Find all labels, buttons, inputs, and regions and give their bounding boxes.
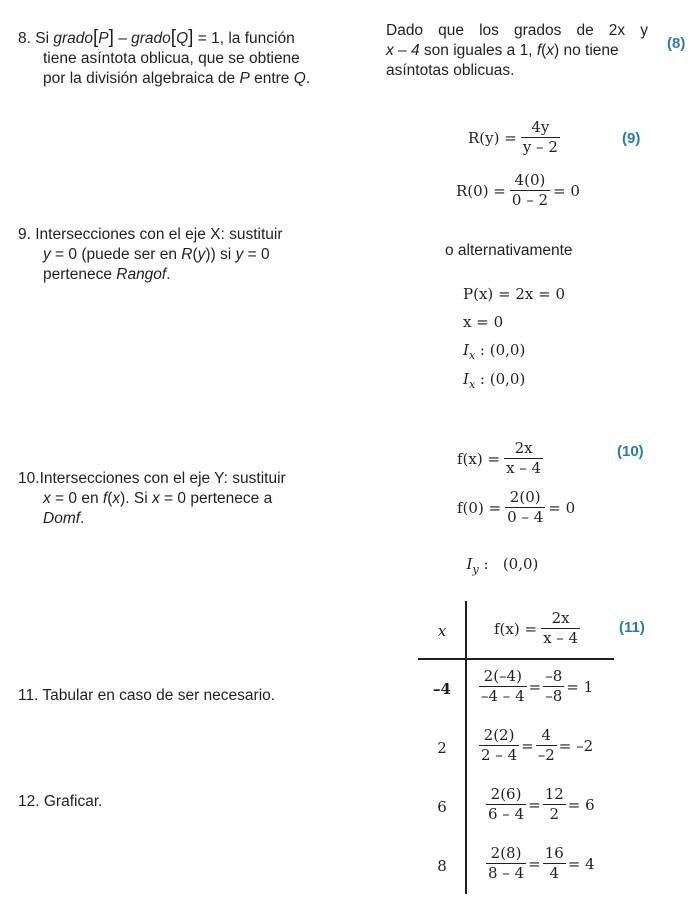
equation-number-10: (10) <box>617 443 644 460</box>
table-header-x: x <box>437 622 447 640</box>
alternatively-label: o alternativamente <box>445 242 573 259</box>
table-row-value: $\frac{2(6)}{6 - 4}$ = $\frac{12}{2}$ = 6 <box>488 785 595 823</box>
fraction: $\frac{2(0)}{0 - 4}$ <box>507 488 544 526</box>
table-row-x: –4 <box>433 680 451 698</box>
table-row-x: 6 <box>437 798 447 816</box>
step-number: 9. <box>18 226 31 243</box>
fraction: $\frac{2(2)}{2 - 4}$ <box>481 726 518 764</box>
fraction: $\frac{-8}{-8}$ <box>545 667 563 705</box>
fraction: $\frac{4(0)}{0 - 2}$ <box>511 171 549 209</box>
table-row-x: 8 <box>437 857 447 875</box>
intersection-y: $I_y$ : (0,0) <box>466 555 539 576</box>
table-vertical-rule <box>465 601 467 894</box>
equation-number-9: (9) <box>622 130 641 147</box>
step-9: 9. Intersecciones con el eje X: sustituir y = 0 (puede ser en R(y)) si y = 0 pertenece Rangof. <box>18 226 283 283</box>
step-12: 12. Graficar. <box>18 793 103 810</box>
fraction: $\frac{2(-4)}{-4 - 4}$ <box>481 667 525 705</box>
table-row-x: 2 <box>437 739 447 757</box>
fraction: $\frac{4}{-2}$ <box>537 726 555 764</box>
equation-f-of-x: f(x) = $\frac{2x}{x - 4}$ <box>457 439 542 477</box>
fraction: $\frac{4y}{y - 2}$ <box>522 118 558 156</box>
equation-number-8: (8) <box>667 35 686 52</box>
intersection-x-2: $I_x$ : (0,0) <box>463 370 526 391</box>
equation-r-of-y: R(y) = $\frac{4y}{y - 2}$ <box>468 118 558 156</box>
fraction: $\frac{2x}{x - 4}$ <box>543 609 579 647</box>
equation-number-11: (11) <box>619 619 645 636</box>
equation-p-of-x: P(x) = 2x = 0 <box>463 285 566 303</box>
step-8: 8. Si grado[P] – grado[Q] = 1, la función tiene asíntota oblicua, que se obtiene por la división algebraica de P entre Q. <box>18 27 311 87</box>
equation-f-of-0: f(0) = $\frac{2(0)}{0 - 4}$ = 0 <box>457 488 576 526</box>
fraction: $\frac{16}{4}$ <box>544 844 564 882</box>
table-header-f: f(x) = $\frac{2x}{x - 4}$ <box>494 609 579 647</box>
step-number: 8. <box>18 30 31 47</box>
step-11: 11. Tabular en caso de ser necesario. <box>18 687 276 704</box>
table-row-value: $\frac{2(8)}{8 - 4}$ = $\frac{16}{4}$ = 4 <box>488 844 595 882</box>
table-row-value: $\frac{2(2)}{2 - 4}$ = $\frac{4}{-2}$ = –2 <box>481 726 594 764</box>
fraction: $\frac{2x}{x - 4}$ <box>506 439 542 477</box>
fraction: $\frac{12}{2}$ <box>544 785 564 823</box>
equation-r-of-0: R(0) = $\frac{4(0)}{0 - 2}$ = 0 <box>456 171 580 209</box>
table-horizontal-rule <box>418 658 614 660</box>
step-number: 10. <box>18 470 40 487</box>
step-10: 10.Intersecciones con el eje Y: sustituir x = 0 en f(x). Si x = 0 pertenece a Domf. <box>18 470 286 527</box>
note-8: Dado que los grados de 2x y x – 4 son iguales a 1, f(x) no tiene asíntotas oblicuas. <box>386 22 648 79</box>
intersection-x-1: $I_x$ : (0,0) <box>463 341 526 362</box>
equation-x-zero: x = 0 <box>463 313 504 331</box>
table-row-value: $\frac{2(-4)}{-4 - 4}$ = $\frac{-8}{-8}$ = 1 <box>481 667 594 705</box>
fraction: $\frac{2(8)}{8 - 4}$ <box>488 844 525 882</box>
fraction: $\frac{2(6)}{6 - 4}$ <box>488 785 525 823</box>
